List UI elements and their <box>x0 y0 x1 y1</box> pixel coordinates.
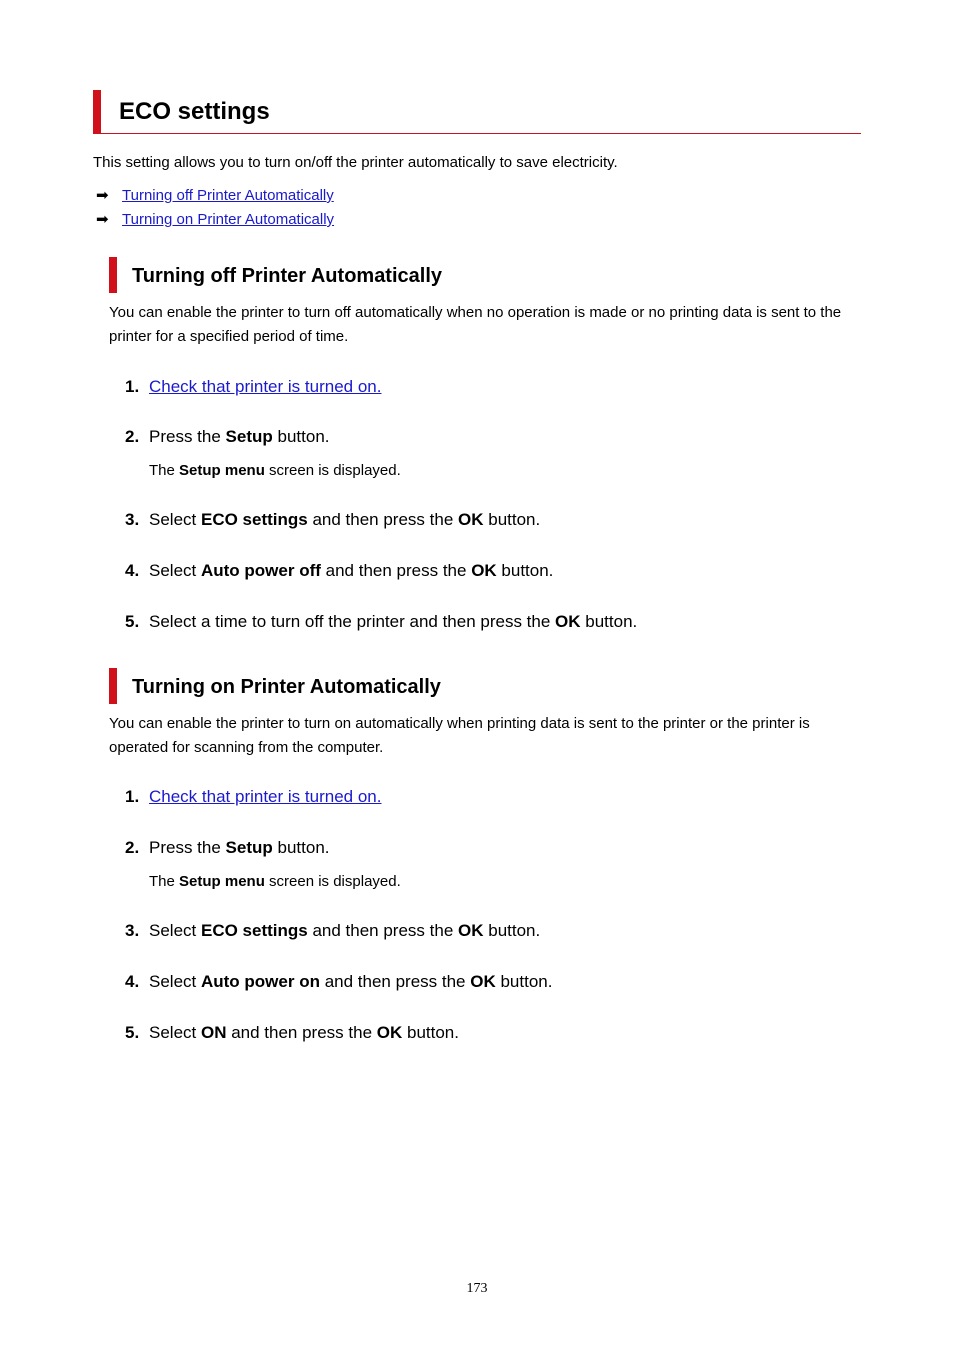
right-arrow-icon: ➡ <box>96 211 109 228</box>
section-heading-off: Turning off Printer Automatically <box>132 265 443 287</box>
toc-link-turning-off[interactable]: Turning off Printer Automatically <box>122 187 334 204</box>
heading-accent-bar <box>109 257 117 293</box>
heading-accent-bar <box>93 90 101 133</box>
intro-text: This setting allows you to turn on/off the printer automatically to save electricity. <box>93 154 618 171</box>
check-printer-link[interactable]: Check that printer is turned on. <box>149 377 382 396</box>
toc-item[interactable] <box>96 210 334 230</box>
section-description: You can enable the printer to turn off automatically when no operation is made or no printing data is sent to the printer for a specified period of time. <box>109 304 842 345</box>
step-note: The Setup menu screen is displayed. <box>149 462 401 479</box>
step-4: 4. Select Auto power off and then press the OK button. <box>125 561 554 580</box>
step-3: 3. Select ECO settings and then press the OK button. <box>125 510 541 529</box>
step-4: 4. Select Auto power on and then press the OK button. <box>125 972 553 991</box>
step-3: 3. Select ECO settings and then press the OK button. <box>125 921 541 940</box>
page-title-block <box>93 90 861 134</box>
step-2: 2. Press the Setup button. <box>125 427 330 446</box>
heading-accent-bar <box>109 668 117 704</box>
page-number: 173 <box>466 1281 488 1296</box>
step-5: 5. Select ON and then press the OK button. <box>125 1023 459 1042</box>
step-2: 2. Press the Setup button. <box>125 838 330 857</box>
step-5: 5. Select a time to turn off the printer and then press the OK button. <box>125 612 638 631</box>
check-printer-link[interactable]: Check that printer is turned on. <box>149 787 382 806</box>
section-description: You can enable the printer to turn on automatically when printing data is sent to the printer or the printer is operated for scanning from the computer. <box>109 715 810 756</box>
toc-item[interactable] <box>96 186 334 206</box>
toc-link-turning-on[interactable]: Turning on Printer Automatically <box>122 211 335 228</box>
step-note: The Setup menu screen is displayed. <box>149 873 401 890</box>
right-arrow-icon: ➡ <box>96 187 109 204</box>
step-1: 1. Check that printer is turned on. <box>125 787 382 806</box>
page-title: ECO settings <box>119 98 270 125</box>
step-1: 1. Check that printer is turned on. <box>125 377 382 396</box>
section-heading-on: Turning on Printer Automatically <box>132 676 441 698</box>
